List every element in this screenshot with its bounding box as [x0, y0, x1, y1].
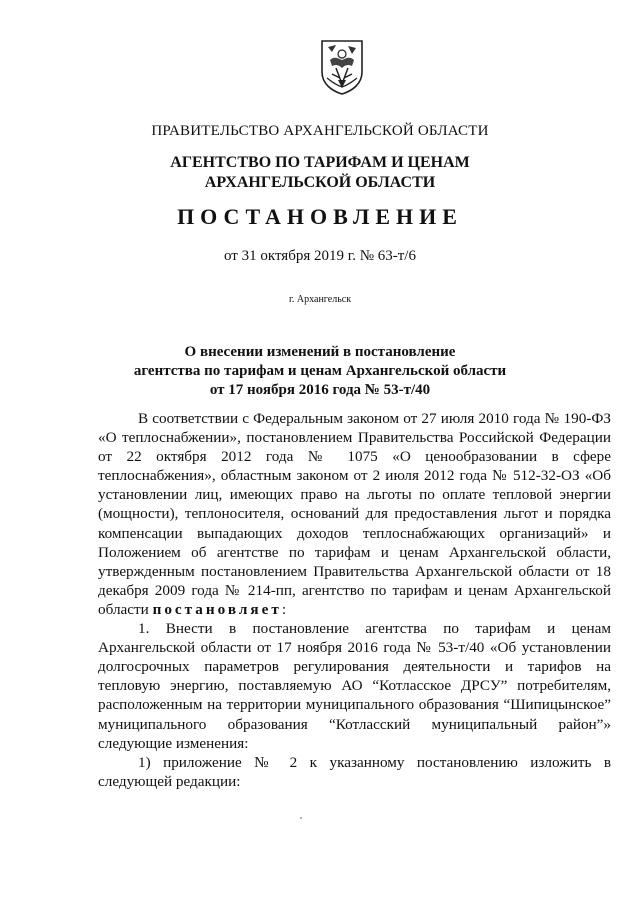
subject-line2: агентства по тарифам и ценам Архангельской области — [133, 363, 507, 379]
document-title: ПОСТАНОВЛЕНИЕ — [177, 204, 463, 229]
government-name: ПРАВИТЕЛЬСТВО АРХАНГЕЛЬСКОЙ ОБЛАСТИ — [151, 123, 489, 139]
preamble-end: : — [281, 600, 287, 618]
document-body — [98, 409, 611, 791]
document-city: г. Архангельск — [288, 294, 352, 305]
body-paragraph-item1-sub1: 1) приложение № 2 к указанному постановлению изложить в следующей редакции: — [98, 753, 611, 790]
decree-keyword: постановляет — [152, 600, 282, 618]
subject-line3: от 17 ноября 2016 года № 53-т/40 — [209, 382, 431, 398]
agency-name-line2: АРХАНГЕЛЬСКОЙ ОБЛАСТИ — [204, 174, 436, 191]
document-subject — [0, 343, 640, 400]
document-date-number: от 31 октября 2019 г. № 63-т/6 — [224, 248, 416, 264]
body-paragraph-item1: 1. Внести в постановление агентства по тарифам и ценам Архангельской области от 17 ноября 2016 года № 53-т/40 «Об установлении долгосрочных параметров регулирования деятельности и тарифов на тепловую энергию, поставляемую АО “Котласское ДРСУ” потребителям, расположенным на территории муниципального образования “Шипицынское” муниципального образования “Котласский муниципальный район”» следующие изменения: — [98, 620, 611, 752]
agency-name — [0, 153, 640, 193]
body-paragraph-preamble — [98, 409, 611, 619]
agency-name-line1: АГЕНТСТВО ПО ТАРИФАМ И ЦЕНАМ — [170, 154, 470, 171]
page-mark — [300, 817, 302, 819]
preamble-text: В соответствии с Федеральным законом от 27 июля 2010 года № 190-ФЗ «О теплоснабжении», постановлением Правительства Российской Федерации от 22 октября 2012 года № 1075 «О ценообразовании в сфере теплоснабжения», областным законом от 2 июля 2012 года № 512-32-ОЗ «Об установлении лиц, имеющих право на льготы по оплате тепловой энергии (мощности), теплоносителя, оснований для предоставления льгот и порядка компенсации выпадающих доходов теплоснабжающих организаций» и Положением об агентстве по тарифам и ценам Архангельской области, утвержденным постановлением Правительства Архангельской области от 18 декабря 2009 года № 214-пп, агентство по тарифам и ценам Архангельской области — [98, 410, 611, 618]
coat-of-arms-icon — [318, 38, 366, 96]
subject-line1: О внесении изменений в постановление — [184, 344, 456, 360]
